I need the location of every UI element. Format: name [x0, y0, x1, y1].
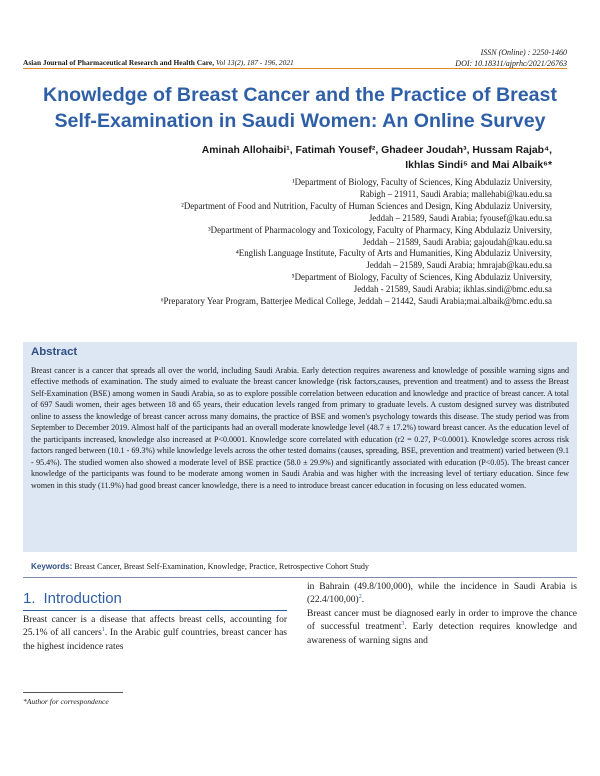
issn-doi: [455, 47, 567, 69]
affiliation-line: ⁴English Language Institute, Faculty of Arts and Humanities, King Abdulaziz University,: [235, 248, 552, 259]
affiliation-line: ⁵Department of Biology, Faculty of Sciences, King Abdulaziz University,: [291, 272, 552, 283]
paper-title: Knowledge of Breast Cancer and the Practice of Breast Self-Examination in Saudi Women: An Online Survey: [43, 84, 557, 132]
body-column-right: in Bahrain (49.8/100,000), while the incidence in Saudi Arabia is (22.4/100,00)$^2$. Breast cancer must be diagnosed early in order to improve the chance of successful treatment$^3$. Early detection requires knowledge and awareness of warning signs and: [307, 582, 578, 646]
affiliation-line: Jeddah – 21589, Saudi Arabia; fyousef@kau.edu.sa: [368, 212, 552, 223]
affiliation-line: Jeddah – 21589, Saudi Arabia; gajoudah@kau.edu.sa: [362, 236, 552, 247]
footnote-rule: [23, 692, 123, 693]
author-list: Aminah Allohaibi¹, Fatimah Yousef², Ghadeer Joudah³, Hussam Rajab⁴, Ikhlas Sindi⁵ and Mai Albaik⁶*: [201, 145, 552, 171]
keywords-label: Keywords:: [31, 562, 73, 571]
keywords-text: Breast Cancer, Breast Self-Examination, Knowledge, Practice, Retrospective Cohort Study: [72, 562, 369, 571]
section-heading-rule: [23, 610, 287, 611]
issn: ISSN (Online) : 2250-1460: [480, 48, 567, 57]
affiliation-line: ²Department of Food and Nutrition, Faculty of Human Sciences and Design, King Abdulaziz University,: [181, 200, 552, 211]
doi: DOI: 10.18311/ajprhc/2021/26763: [455, 59, 567, 68]
affiliation-line: Jeddah – 21589, Saudi Arabia; hmrajab@kau.edu.sa: [366, 260, 552, 271]
affiliation-line: ⁶Preparatory Year Program, Batterjee Medical College, Jeddah – 21442, Saudi Arabia;mai.albaik@bmc.edu.sa: [160, 296, 552, 307]
journal-citation: Asian Journal of Pharmaceutical Research and Health Care, Vol 13(2), 187 - 196, 2021: [23, 58, 294, 67]
keywords-rule: [23, 577, 577, 578]
keywords: [31, 562, 369, 571]
affiliation-line: ³Department of Pharmacology and Toxicology, Faculty of Pharmacy, King Abdulaziz University,: [208, 224, 552, 235]
affiliation-line: ¹Department of Biology, Faculty of Sciences, King Abdulaziz University,: [291, 177, 552, 187]
citation-link[interactable]: 3: [401, 621, 405, 628]
citation-link[interactable]: 2: [358, 594, 362, 601]
abstract-heading: Abstract: [31, 346, 78, 358]
header-rule: [23, 68, 567, 69]
affiliation-line: Jeddah - 21589, Saudi Arabia; ikhlas.sindi@bmc.edu.sa: [353, 284, 552, 295]
abstract-text: Breast cancer is a cancer that spreads all over the world, including Saudi Arabia. Early detection requires awareness and knowledge of possible warning signs and effective methods of examination. The study aimed to evaluate the breast cancer knowledge (risk factors,causes, prevention and treatment) and to assess the Breast Self-Examination (BSE) among women in Saudi Arabia, so as to explore possible correlation between education and knowledge and practice of breast cancer. A total of 697 Saudi women, their ages between 18 and 65 years, their education levels ranged from primary to graduate levels. A custom designed survey was distributed online to assess the knowledge of breast cancer across many domains, the practice of BSE and women's psychology towards this disease. The study period was from September to December 2019. Almost half of the participants had an overall moderate knowledge level (48.7 ± 17.2%) toward breast cancer. As the education level of the participants increased, knowledge also increased at P<0.0001. Knowledge score correlated with education (r2 = 0.27, P<0.0001). Knowledge scores across risk factors ranged between (10.1 - 69.3%) while knowledge levels across the other tested domains (causes, spreading, BSE, prevention and treatment) varied between (9.1 - 95.4%). The studied women also showed a moderate level of BSE practice (58.0 ± 29.9%) and significantly associated with education (P<0.05). The breast cancer knowledge of the participants was found to be moderate among women in Saudi Arabia and was higher with the increasing level of tertiary education. Since few women in this study (11.9%) had good breast cancer knowledge, there is a need to introduce breast cancer education in focusing on less educated women.: [31, 366, 569, 490]
correspondence-footnote: *Author for correspondence: [23, 697, 109, 706]
affiliations: [72, 177, 552, 308]
citation-link[interactable]: 1: [101, 627, 105, 634]
body-column-left: Breast cancer is a disease that affects breast cells, accounting for 25.1% of all cancers$^1$. In the Arabic gulf countries, breast cancer has the highest incidence rates: [23, 615, 287, 652]
affiliation-line: Rabigh – 21911, Saudi Arabia; mallehabi@kau.edu.sa: [359, 188, 552, 199]
section-heading-introduction: 1. Introduction: [23, 590, 122, 607]
